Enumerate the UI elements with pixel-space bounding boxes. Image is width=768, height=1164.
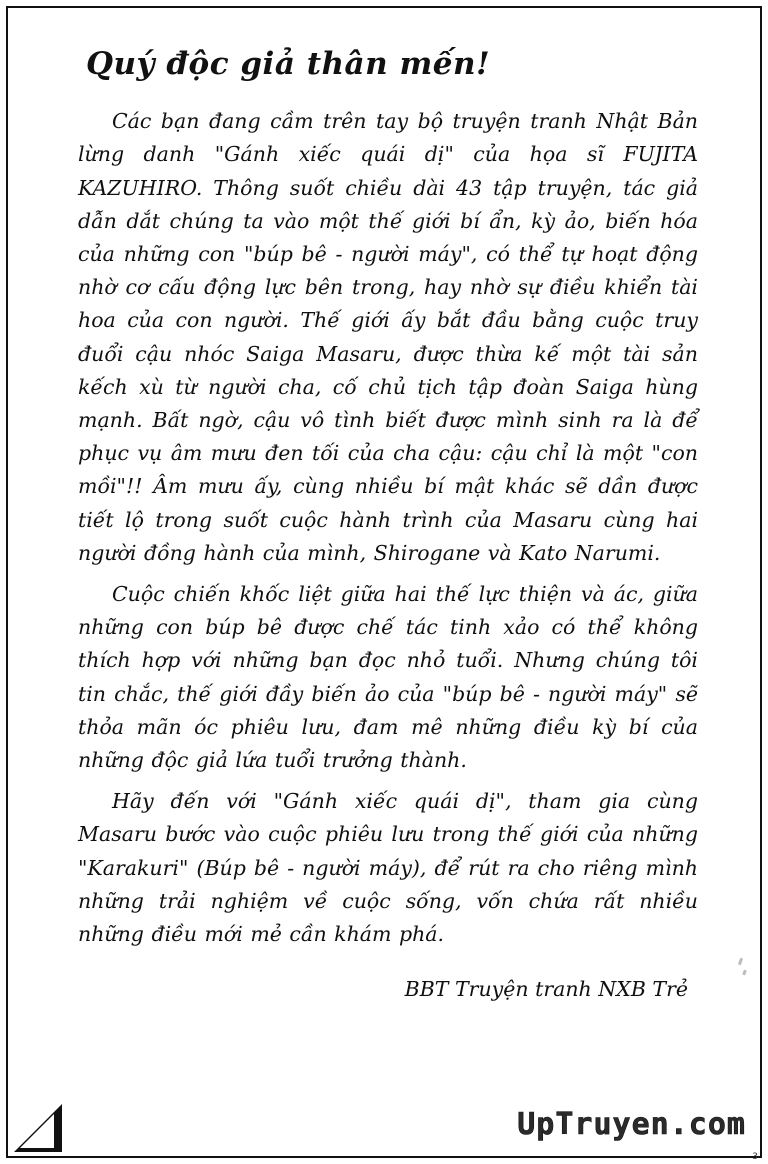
site-watermark: UpTruyen.com (517, 1107, 746, 1142)
signature-line: BBT Truyện tranh NXB Trẻ (404, 977, 688, 1002)
body-paragraph: Hãy đến với "Gánh xiếc quái dị", tham gia cùng Masaru bước vào cuộc phiêu lưu trong thế giới của những "Karakuri" (Búp bê - người máy), để rút ra cho riêng mình những trải nghiệm về cuộc sống, vốn chứa rất nhiều những điều mới mẻ cần khám phá. (78, 789, 698, 947)
scan-speckle (742, 970, 747, 976)
body-paragraph: Các bạn đang cầm trên tay bộ truyện tranh Nhật Bản lừng danh "Gánh xiếc quái dị" của họa sĩ FUJITA KAZUHIRO. Thông suốt chiều dài 43 tập truyện, tác giả dẫn dắt chúng ta vào một thế giới bí ẩn, kỳ ảo, biến hóa của những con "búp bê - người máy", có thể tự hoạt động nhờ cơ cấu động lực bên trong, hay nhờ sự điều khiển tài hoa của con người. Thế giới ấy bắt đầu bằng cuộc truy đuổi cậu nhóc Saiga Masaru, được thừa kế một tài sản kếch xù từ người cha, cố chủ tịch tập đoàn Saiga hùng mạnh. Bất ngờ, cậu vô tình biết được mình sinh ra là để phục vụ âm mưu đen tối của cha cậu: cậu chỉ là một "con mồi"!! Âm mưu ấy, cùng nhiều bí mật khác sẽ dần được tiết lộ trong suốt cuộc hành trình của Masaru cùng hai người đồng hành của mình, Shirogane và Kato Narumi. (78, 109, 698, 565)
page-content (78, 46, 698, 1001)
page-corner-mark (14, 1104, 68, 1158)
body-paragraph: Cuộc chiến khốc liệt giữa hai thế lực thiện và ác, giữa những con búp bê được chế tác tinh xảo có thể không thích hợp với những bạn đọc nhỏ tuổi. Nhưng chúng tôi tin chắc, thế giới đầy biến ảo của "búp bê - người máy" sẽ thỏa mãn óc phiêu lưu, đam mê những điều kỳ bí của những độc giả lứa tuổi trưởng thành. (78, 582, 698, 773)
page-title: Quý độc giả thân mến! (86, 46, 491, 82)
scan-speckle (738, 958, 743, 966)
page-number: 3 (752, 1152, 758, 1162)
